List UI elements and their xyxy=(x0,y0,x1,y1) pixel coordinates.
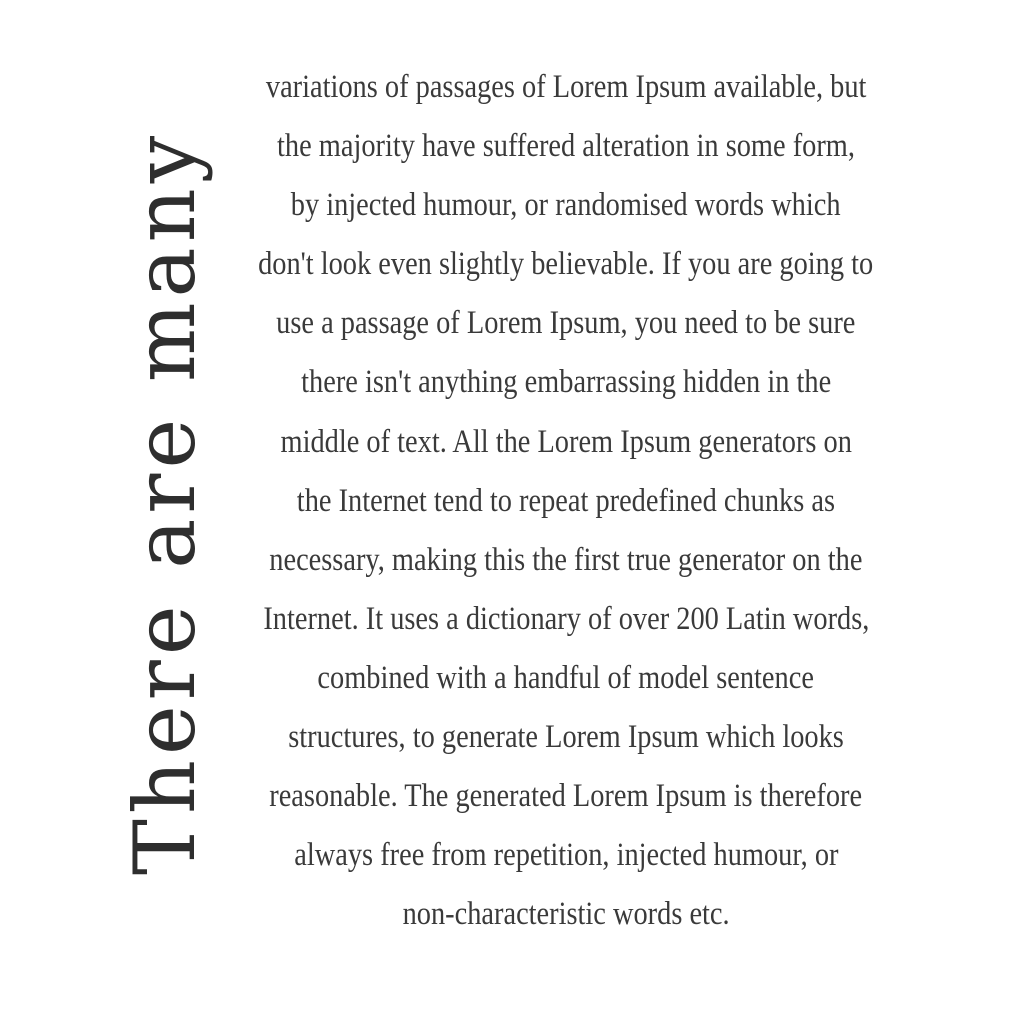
vertical-title: There are many xyxy=(116,130,214,876)
text-line: structures, to generate Lorem Ipsum which looks xyxy=(288,719,844,756)
text-line: by injected humour, or randomised words which xyxy=(291,187,841,224)
text-line: variations of passages of Lorem Ipsum available, but xyxy=(265,69,867,105)
text-line: don't look even slightly believable. If you are going to xyxy=(258,246,874,283)
text-line: necessary, making this the first true generator on the xyxy=(269,541,863,578)
text-line: combined with a handful of model sentence xyxy=(317,659,815,696)
text-line: there isn't anything embarrassing hidden in the xyxy=(300,364,832,401)
text-line: reasonable. The generated Lorem Ipsum is therefore xyxy=(269,778,863,815)
text-line: the Internet tend to repeat predefined chunks as xyxy=(296,482,836,519)
text-line: Internet. It uses a dictionary of over 200 Latin words, xyxy=(262,600,870,637)
text-line: the majority have suffered alteration in some form, xyxy=(277,128,855,165)
body-paragraph xyxy=(222,58,910,938)
text-line: always free from repetition, injected humour, or xyxy=(293,837,839,874)
text-line: use a passage of Lorem Ipsum, you need to be sure xyxy=(276,305,856,342)
text-line: middle of text. All the Lorem Ipsum generators on xyxy=(280,423,852,460)
text-line: non-characteristic words etc. xyxy=(402,896,730,933)
